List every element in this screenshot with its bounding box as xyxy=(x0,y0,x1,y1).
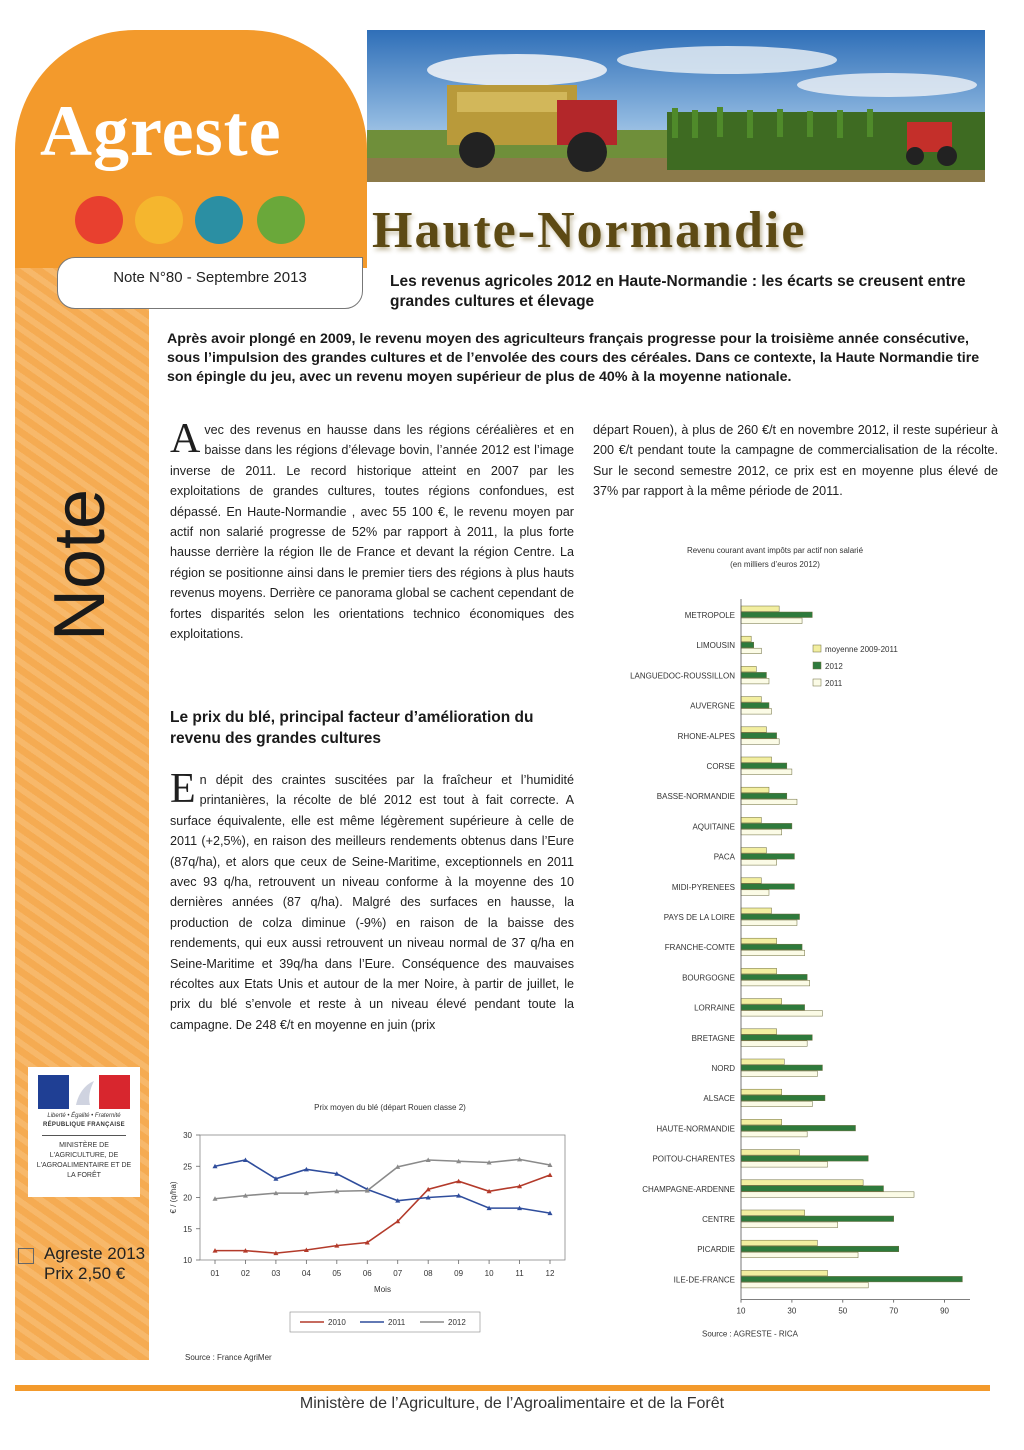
bar-2012 xyxy=(741,823,792,829)
bar-2011 xyxy=(741,1162,828,1168)
category-label: CORSE xyxy=(706,762,735,771)
bar-2011 xyxy=(741,860,777,866)
category-label: METROPOLE xyxy=(684,611,735,620)
x-tick-label: 06 xyxy=(362,1269,372,1278)
bar-2012 xyxy=(741,1035,812,1041)
x-tick-label: 08 xyxy=(423,1269,433,1278)
price-checkbox xyxy=(18,1248,34,1264)
x-tick-label: 07 xyxy=(393,1269,403,1278)
bar-2012 xyxy=(741,1005,805,1011)
y-tick-label: 15 xyxy=(183,1224,192,1234)
plot-area xyxy=(200,1135,565,1260)
x-axis-label: Mois xyxy=(374,1285,391,1294)
body-paragraph-3: départ Rouen), à plus de 260 €/t en novembre 2012, il reste supérieur à 200 €/t pendant toute la campagne de commercialisation de la récolte. Sur le second semestre 2012, ce prix est en moyenne plus élevé de 37% par rapport à la même période de 2011. xyxy=(593,423,998,499)
teal-dot xyxy=(195,196,243,244)
bar-2011 xyxy=(741,1131,807,1137)
bar-moyenne-2009-2011 xyxy=(741,636,751,642)
income-bar-chart xyxy=(595,535,995,1345)
bar-moyenne-2009-2011 xyxy=(741,1089,782,1095)
legend-swatch xyxy=(813,662,821,669)
bar-2011 xyxy=(741,980,810,986)
bar-moyenne-2009-2011 xyxy=(741,697,761,703)
bar-moyenne-2009-2011 xyxy=(741,1150,800,1156)
logo-motto: Liberté • Égalité • Fraternité xyxy=(47,1113,121,1119)
bar-2011 xyxy=(741,1222,838,1228)
paragraph-text: vec des revenus en hausse dans les régions céréalières et en baisse dans les régions d’élevage bovin, l’année 2012 est l’image inverse de 2011. Le record historique atteint en 2007 par les exploitations de grandes cultures, toutes régions confondues, est dépassé. En Haute-Normandie , avec 55 100 €, le revenu moyen par actif non salarié progresse de 52% par rapport à 2011, la plus forte hausse derrière la région Ile de France et devant la région Centre. La région se positionne ainsi dans le premier tiers des régions à plus hauts revenus moyens. Derrière ce panorama global se cachent cependant de fortes disparités selon les orientations technico économiques des exploitations. xyxy=(170,423,574,642)
category-label: POITOU-CHARENTES xyxy=(652,1154,735,1164)
x-tick-label: 50 xyxy=(838,1306,848,1316)
category-label: MIDI-PYRENEES xyxy=(671,882,735,892)
category-label: AUVERGNE xyxy=(690,701,735,711)
bar-moyenne-2009-2011 xyxy=(741,1210,805,1216)
bar-2011 xyxy=(741,1252,858,1258)
y-axis-label: € / (q/ha) xyxy=(169,1181,178,1214)
bar-2012 xyxy=(741,1246,899,1252)
x-tick-label: 10 xyxy=(484,1269,494,1278)
category-label: ALSACE xyxy=(703,1094,735,1104)
category-label: LORRAINE xyxy=(694,1003,735,1013)
category-label: PICARDIE xyxy=(697,1245,735,1255)
lead-paragraph: Après avoir plongé en 2009, le revenu moyen des agriculteurs français progresse pour la troisième année consécutive, sous l’impulsion des grandes cultures et de l’envolée des cours des céréales. Dans ce contexte, la Haute Normandie tire son épingle du jeu, avec un revenu moyen supérieur de plus de 40% à la moyenne nationale. xyxy=(167,331,980,385)
category-label: FRANCHE-COMTE xyxy=(664,943,735,953)
bar-2012 xyxy=(741,1276,962,1282)
footer-divider xyxy=(15,1385,990,1391)
x-tick-label: 02 xyxy=(241,1269,250,1278)
dropcap: A xyxy=(170,416,201,462)
note-number-box xyxy=(57,257,363,309)
note-number: Note N°80 - Septembre 2013 xyxy=(113,269,307,286)
chart-source: Source : France AgriMer xyxy=(185,1353,272,1362)
bar-2011 xyxy=(741,648,761,654)
bar-2012 xyxy=(741,1186,883,1192)
price-info xyxy=(44,1244,145,1284)
bar-moyenne-2009-2011 xyxy=(741,1270,828,1276)
x-tick-label: 01 xyxy=(210,1269,220,1278)
bar-2012 xyxy=(741,914,800,920)
bar-2011 xyxy=(741,739,779,745)
bar-2012 xyxy=(741,854,794,860)
legend-swatch xyxy=(813,679,821,686)
bar-2012 xyxy=(741,733,777,739)
bar-moyenne-2009-2011 xyxy=(741,908,772,914)
body-paragraph-2 xyxy=(170,766,574,1035)
bar-2011 xyxy=(741,769,792,775)
bar-2012 xyxy=(741,1216,894,1222)
logo-republic: RÉPUBLIQUE FRANÇAISE xyxy=(42,1122,125,1128)
bar-moyenne-2009-2011 xyxy=(741,1059,784,1065)
legend-label: 2012 xyxy=(825,662,843,671)
y-tick-label: 10 xyxy=(183,1256,192,1265)
y-tick-label: 20 xyxy=(183,1193,192,1203)
bar-2012 xyxy=(741,1156,868,1162)
red-dot xyxy=(75,196,123,244)
wheat-price-chart xyxy=(160,1090,580,1370)
bar-2011 xyxy=(741,678,769,684)
bar-2011 xyxy=(741,1071,817,1077)
category-label: NORD xyxy=(711,1064,735,1073)
chart-title-line1: Revenu courant avant impôts par actif non salarié xyxy=(686,546,864,555)
x-tick-label: 10 xyxy=(736,1306,746,1316)
bar-2011 xyxy=(741,1101,812,1107)
category-label: HAUTE-NORMANDIE xyxy=(656,1124,735,1134)
category-label: CHAMPAGNE-ARDENNE xyxy=(642,1184,735,1194)
yellow-dot xyxy=(135,196,183,244)
category-label: LANGUEDOC-ROUSSILLON xyxy=(630,671,735,681)
price-amount: Prix 2,50 € xyxy=(44,1264,126,1283)
bar-2012 xyxy=(741,1095,825,1101)
bar-moyenne-2009-2011 xyxy=(741,606,779,612)
category-label: CENTRE xyxy=(702,1215,735,1224)
brand-logo-text: Agreste xyxy=(40,91,282,171)
bar-2012 xyxy=(741,763,787,769)
paragraph-text: n dépit des craintes suscitées par la fraîcheur et l’humidité printanières, la récolte de blé 2012 est tout à fait correcte. A surface équivalente, elle est même légèrement supérieure à celle de 2011 (+2,5%), en raison des meilleurs rendements obtenus dans l’Eure (87q/ha), et alors que ceux de Seine-Maritime, exceptionnels en 2011 avec 93 q/ha, retrouvent un niveau conforme à la moyenne des 10 dernières années (87 q/ha). Malgré des surfaces en hausse, la production de colza diminue (-9%) en raison de la baisse des rendements, qui eux aussi retrouvent un niveau normal de 37 q/ha en Seine-Maritime et 39q/ha dans l’Eure. Conséquence des mauvaises récoltes aux Etats Unis et autour de la mer Noire, à partir de juillet, le prix du blé s’envole et reste à un niveau élevé pendant toute la campagne. De 248 €/t en moyenne en juin (prix xyxy=(170,773,574,1032)
legend-swatch xyxy=(813,645,821,652)
category-label: RHONE-ALPES xyxy=(677,731,735,741)
bar-moyenne-2009-2011 xyxy=(741,848,766,854)
category-label: ILE-DE-FRANCE xyxy=(673,1275,735,1285)
bar-2012 xyxy=(741,612,812,618)
bar-2011 xyxy=(741,890,769,896)
y-tick-label: 25 xyxy=(183,1162,192,1172)
body-paragraph-1 xyxy=(170,416,574,644)
bar-moyenne-2009-2011 xyxy=(741,787,769,793)
region-title: Haute-Normandie xyxy=(372,202,807,259)
chart-source: Source : AGRESTE - RICA xyxy=(701,1329,799,1339)
bar-moyenne-2009-2011 xyxy=(741,817,761,823)
bar-moyenne-2009-2011 xyxy=(741,999,782,1005)
category-label: BRETAGNE xyxy=(691,1033,735,1043)
chart-title-line2: (en milliers d’euros 2012) xyxy=(730,560,820,569)
legend-label: moyenne 2009-2011 xyxy=(825,645,898,654)
y-tick-label: 30 xyxy=(183,1131,192,1140)
bar-2012 xyxy=(741,974,807,980)
bar-2011 xyxy=(741,829,782,835)
footer-text: Ministère de l’Agriculture, de l’Agroalimentaire et de la Forêt xyxy=(299,1395,725,1412)
bar-moyenne-2009-2011 xyxy=(741,878,761,884)
green-dot xyxy=(257,196,305,244)
bar-2012 xyxy=(741,1065,822,1071)
bar-moyenne-2009-2011 xyxy=(741,727,766,733)
x-tick-label: 90 xyxy=(940,1306,950,1316)
category-label: PAYS DE LA LOIRE xyxy=(663,913,735,922)
bar-2012 xyxy=(741,1125,856,1131)
bar-2011 xyxy=(741,1011,822,1017)
ministry-logo xyxy=(28,1067,140,1197)
legend-label: 2012 xyxy=(448,1318,466,1327)
bar-2011 xyxy=(741,618,802,624)
x-tick-label: 11 xyxy=(515,1269,524,1278)
bar-2012 xyxy=(741,793,787,799)
bar-moyenne-2009-2011 xyxy=(741,938,777,944)
x-tick-label: 30 xyxy=(787,1306,797,1316)
bar-moyenne-2009-2011 xyxy=(741,1240,817,1246)
headline: Les revenus agricoles 2012 en Haute-Normandie : les écarts se creusent entre grandes cultures et élevage xyxy=(390,273,966,310)
x-tick-label: 09 xyxy=(454,1269,464,1278)
logo-ministry: MINISTÈRE DE L'AGRICULTURE, DE L'AGROALIMENTAIRE ET DE LA FORÊT xyxy=(36,1142,132,1179)
bar-moyenne-2009-2011 xyxy=(741,757,772,763)
bar-2011 xyxy=(741,1282,868,1288)
category-label: LIMOUSIN xyxy=(696,641,735,651)
dropcap: E xyxy=(170,766,196,812)
bar-2012 xyxy=(741,884,794,890)
price-edition: Agreste 2013 xyxy=(44,1244,146,1263)
bar-2011 xyxy=(741,950,805,956)
bar-2012 xyxy=(741,642,754,648)
legend-label: 2011 xyxy=(388,1318,406,1327)
category-label: BOURGOGNE xyxy=(682,973,735,983)
bar-2011 xyxy=(741,799,797,805)
vertical-label-text: Note xyxy=(40,488,120,642)
x-tick-label: 05 xyxy=(332,1269,342,1278)
x-tick-label: 03 xyxy=(271,1269,281,1278)
bar-2011 xyxy=(741,1041,807,1047)
category-label: BASSE-NORMANDIE xyxy=(656,792,735,802)
x-tick-label: 04 xyxy=(301,1269,311,1278)
legend-label: 2010 xyxy=(328,1318,346,1327)
marianne-flag-icon xyxy=(38,1075,130,1109)
header-photo xyxy=(367,30,985,182)
bar-moyenne-2009-2011 xyxy=(741,968,777,974)
bar-moyenne-2009-2011 xyxy=(741,1180,863,1186)
category-label: AQUITAINE xyxy=(692,822,735,832)
category-label: PACA xyxy=(713,852,735,862)
bar-2012 xyxy=(741,703,769,709)
bar-moyenne-2009-2011 xyxy=(741,1119,782,1125)
bar-moyenne-2009-2011 xyxy=(741,1029,777,1035)
section-heading: Le prix du blé, principal facteur d’amélioration du revenu des grandes cultures xyxy=(170,709,534,747)
bar-2011 xyxy=(741,709,772,715)
x-tick-label: 12 xyxy=(545,1269,555,1278)
bar-2012 xyxy=(741,944,802,950)
bar-2011 xyxy=(741,1192,914,1198)
vertical-label xyxy=(40,465,120,665)
chart-title: Prix moyen du blé (départ Rouen classe 2) xyxy=(314,1103,466,1112)
x-tick-label: 70 xyxy=(889,1306,899,1316)
bar-moyenne-2009-2011 xyxy=(741,666,756,672)
legend-label: 2011 xyxy=(825,679,843,688)
bar-2012 xyxy=(741,672,766,678)
bar-2011 xyxy=(741,920,797,926)
